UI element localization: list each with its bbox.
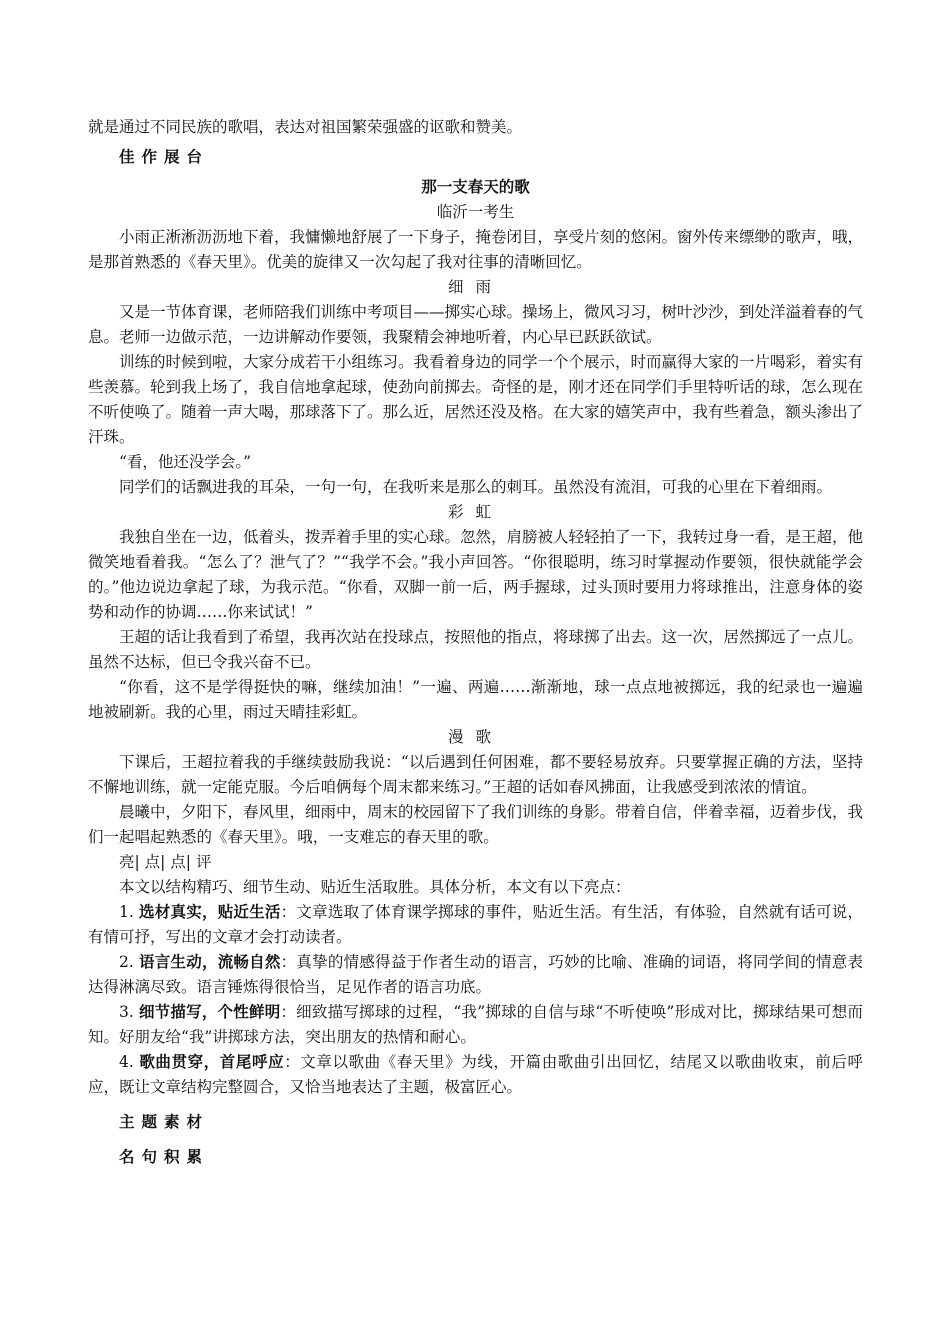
review-point-text: ：文章选取了体育课学掷球的事件，贴近生活。有生活，有体验，自然就有话可说，有情可抒，写出的文章才会打动读者。 (88, 903, 863, 946)
review-point-text: ：文章以歌曲《春天里》为线，开篇由歌曲引出回忆，结尾又以歌曲收束，前后呼应，既让文章结构完整圆合，又恰当地表达了主题，极富匠心。 (88, 1053, 863, 1096)
review-point-text: ：细致描写掷球的过程，“我”掷球的自信与球“不听使唤”形成对比，掷球结果可想而知。好朋友给“我”讲掷球方法，突出朋友的热情和耐心。 (88, 1003, 863, 1046)
review-point-text: ：真挚的情感得益于作者生动的语言，巧妙的比喻、准确的词语，将同学间的情意表达得淋漓尽致。语言锤炼得很恰当，足见作者的语言功底。 (88, 953, 863, 996)
paragraph: 下课后，王超拉着我的手继续鼓励我说：“以后遇到任何困难，都不要轻易放弃。只要掌握正确的方法，坚持不懈地训练，就一定能克服。今后咱俩每个周末都来练习。”王超的话如春风拂面，让我感受到浓浓的情谊。 (88, 753, 863, 796)
section-heading-quotes: 名句积累 (119, 1148, 210, 1166)
review-point-number: 3. (119, 1003, 134, 1021)
paragraph: 晨曦中，夕阳下，春风里，细雨中，周末的校园留下了我们训练的身影。带着自信，伴着幸福，迈着步伐，我们一起唱起熟悉的《春天里》。哦，一支难忘的春天里的歌。 (88, 803, 864, 846)
review-point (88, 1000, 863, 1050)
review-point-lead: 选材真实，贴近生活 (138, 903, 281, 921)
paragraph: 又是一节体育课，老师陪我们训练中考项目——掷实心球。操场上，微风习习，树叶沙沙，到处洋溢着春的气息。老师一边做示范，一边讲解动作要领，我聚精会神地听着，内心早已跃跃欲试。 (88, 303, 864, 346)
essay-opening: 小雨正淅淅沥沥地下着，我慵懒地舒展了一下身子，掩卷闭目，享受片刻的悠闲。窗外传来缥缈的歌声，哦，是那首熟悉的《春天里》。优美的旋律又一次勾起了我对往事的清晰回忆。 (88, 228, 864, 271)
paragraph: 王超的话让我看到了希望，我再次站在投球点，按照他的指点，将球掷了出去。这一次，居然掷远了一点儿。虽然不达标，但已令我兴奋不已。 (88, 628, 864, 671)
review-point-number: 2. (119, 953, 134, 971)
review-point-number: 1. (119, 903, 134, 921)
essay-author: 临沂一考生 (436, 203, 515, 221)
review-point-lead: 细节描写，个性鲜明 (138, 1003, 281, 1021)
paragraph: “看，他还没学会。” (119, 453, 252, 471)
document-body (88, 115, 863, 1170)
section-heading-theme: 主题素材 (119, 1113, 210, 1131)
section-heading-showcase: 佳作展台 (119, 148, 210, 166)
part-heading-rainbow: 彩虹 (447, 503, 503, 521)
part-heading-drizzle: 细雨 (447, 278, 503, 296)
paragraph: “你看，这不是学得挺快的嘛，继续加油！”一遍、两遍……渐渐地，球一点点地被掷远，我的纪录也一遍遍地被刷新。我的心里，雨过天晴挂彩虹。 (88, 678, 863, 721)
review-point-lead: 语言生动，流畅自然 (138, 953, 281, 971)
review-summary: 本文以结构精巧、细节生动、贴近生活取胜。具体分析，本文有以下亮点： (119, 878, 631, 896)
part-heading-song: 漫歌 (447, 728, 503, 746)
review-point-number: 4. (119, 1053, 134, 1071)
paragraph: 同学们的话飘进我的耳朵，一句一句，在我听来是那么的刺耳。虽然没有流泪，可我的心里在下着细雨。 (119, 478, 833, 496)
review-label: 亮| 点| 点| 评 (119, 853, 212, 871)
paragraph: 训练的时候到啦，大家分成若干小组练习。我看着身边的同学一个个展示，时而赢得大家的一片喝彩，着实有些羡慕。轮到我上场了，我自信地拿起球，使劲向前掷去。奇怪的是，刚才还在同学们手里特听话的球，怎么现在不听使唤了。随着一声大喝，那球落下了。那么近，居然还没及格。在大家的嬉笑声中，我有些着急，额头渗出了汗珠。 (88, 353, 864, 446)
intro-line: 就是通过不同民族的歌唱，表达对祖国繁荣强盛的讴歌和赞美。 (88, 118, 523, 136)
review-point (88, 950, 863, 1000)
review-point (88, 1050, 863, 1100)
review-point-lead: 歌曲贯穿，首尾呼应 (139, 1053, 285, 1071)
paragraph: 我独自坐在一边，低着头，拨弄着手里的实心球。忽然，肩膀被人轻轻拍了一下，我转过身一看，是王超，他微笑地看着我。“怎么了？泄气了？”“我学不会。”我小声回答。“你很聪明，练习时掌握动作要领，很快就能学会的。”他边说边拿起了球，为我示范。“你看，双脚一前一后，两手握球，过头顶时要用力将球推出，注意身体的姿势和动作的协调……你来试试！” (88, 528, 864, 621)
essay-title: 那一支春天的歌 (421, 178, 530, 196)
review-point (88, 900, 863, 950)
